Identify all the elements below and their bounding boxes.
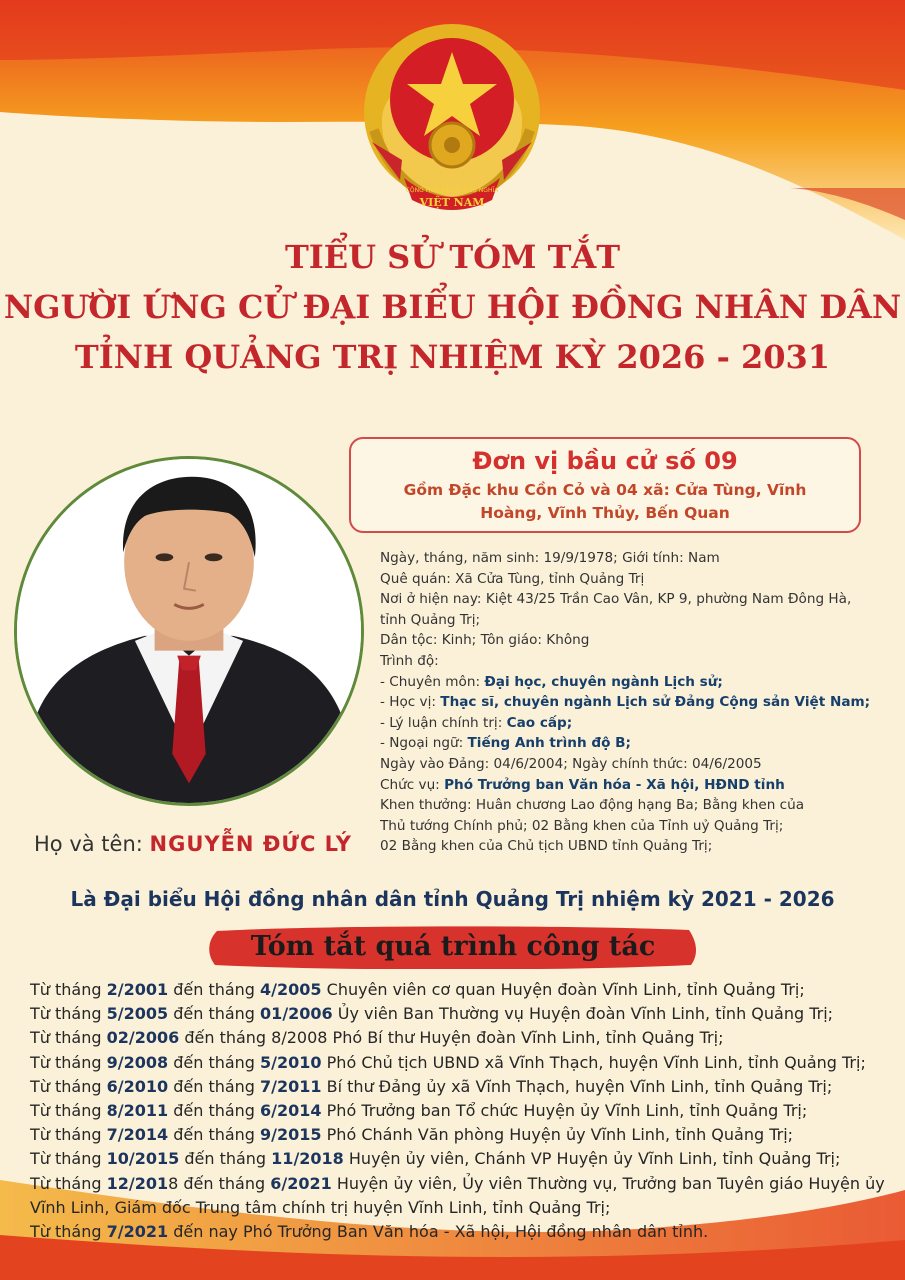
degree-value: Thạc sĩ, chuyên ngành Lịch sử Đảng Cộng sản Việt Nam; <box>440 694 871 711</box>
emblem-text-bottom: VIỆT NAM <box>419 196 485 209</box>
career-item: Từ tháng 7/2021 đến nay Phó Trưởng Ban Văn hóa - Xã hội, Hội đồng nhân dân tỉnh. <box>30 1222 709 1242</box>
name-label: Họ và tên: <box>34 832 143 856</box>
career-heading: Tóm tắt quá trình công tác <box>250 931 656 962</box>
degree-label: - Học vị: <box>380 694 441 711</box>
title-line-2: NGƯỜI ỨNG CỬ ĐẠI BIỂU HỘI ĐỒNG NHÂN DÂN <box>3 288 902 326</box>
info-education-label: Trình độ: <box>380 652 439 669</box>
info-language <box>380 733 900 754</box>
career-item: Từ tháng 8/2011 đến tháng 6/2014 Phó Trưởng ban Tổ chức Huyện ủy Vĩnh Linh, tỉnh Quảng Trị; <box>30 1101 808 1121</box>
info-degree <box>380 692 900 713</box>
info-awards-1: Khen thưởng: Huân chương Lao động hạng Ba; Bằng khen của <box>380 797 805 814</box>
politics-value: Cao cấp; <box>506 714 573 731</box>
career-item: Từ tháng 10/2015 đến tháng 11/2018 Huyện ủy viên, Chánh VP Huyện ủy Vĩnh Linh, tỉnh Quảng Trị; <box>30 1149 841 1169</box>
major-value: Đại học, chuyên ngành Lịch sử; <box>484 673 723 690</box>
major-label: - Chuyên môn: <box>380 673 485 690</box>
personal-info <box>380 548 900 857</box>
info-position <box>380 775 900 796</box>
politics-label: - Lý luận chính trị: <box>380 714 507 731</box>
current-role: Là Đại biểu Hội đồng nhân dân tỉnh Quảng Trị nhiệm kỳ 2021 - 2026 <box>70 887 835 911</box>
info-residence-2: tỉnh Quảng Trị; <box>380 611 481 628</box>
career-item: Từ tháng 6/2010 đến tháng 7/2011 Bí thư Đảng ủy xã Vĩnh Thạch, huyện Vĩnh Linh, tỉnh Quảng Trị; <box>30 1076 833 1096</box>
info-ethnicity: Dân tộc: Kinh; Tôn giáo: Không <box>380 632 590 649</box>
portrait-image <box>17 459 361 803</box>
info-party: Ngày vào Đảng: 04/6/2004; Ngày chính thức: 04/6/2005 <box>380 755 762 772</box>
info-awards-2: Thủ tướng Chính phủ; 02 Bằng khen của Tỉnh uỷ Quảng Trị; <box>380 817 784 834</box>
info-hometown: Quê quán: Xã Cửa Tùng, tỉnh Quảng Trị <box>380 570 645 587</box>
candidate-name-line <box>34 832 352 856</box>
career-item: Từ tháng 5/2005 đến tháng 01/2006 Ủy viên Ban Thường vụ Huyện đoàn Vĩnh Linh, tỉnh Quảng Trị; <box>30 1004 834 1024</box>
info-politics <box>380 713 900 734</box>
position-label: Chức vụ: <box>380 776 445 793</box>
career-item: Từ tháng 2/2001 đến tháng 4/2005 Chuyên viên cơ quan Huyện đoàn Vĩnh Linh, tỉnh Quảng Trị; <box>30 980 805 999</box>
electoral-unit-box <box>349 437 861 533</box>
emblem-text-top: CỘNG HÒA XÃ HỘI CHỦ NGHĨA <box>405 187 499 194</box>
candidate-name: NGUYỄN ĐỨC LÝ <box>149 832 352 856</box>
career-item: Từ tháng 9/2008 đến tháng 5/2010 Phó Chủ tịch UBND xã Vĩnh Thạch, huyện Vĩnh Linh, tỉnh Quảng Trị; <box>30 1052 866 1072</box>
career-list <box>30 978 900 1244</box>
career-item: Từ tháng 12/2018 đến tháng 6/2021 Huyện ủy viên, Ủy viên Thường vụ, Trưởng ban Tuyên giáo Huyện ủy Vĩnh Linh, Giám đốc Trung tâm chính trị huyện Vĩnh Linh, tỉnh Quảng Trị; <box>30 1173 885 1217</box>
language-label: - Ngoại ngữ: <box>380 735 468 752</box>
candidate-portrait <box>14 456 364 806</box>
national-emblem-icon <box>352 20 552 220</box>
title-line-3: TỈNH QUẢNG TRỊ NHIỆM KỲ 2026 - 2031 <box>74 338 831 376</box>
electoral-unit-title: Đơn vị bầu cử số 09 <box>472 447 738 475</box>
title-line-1: TIỂU SỬ TÓM TẮT <box>284 238 621 276</box>
info-awards-3: 02 Bằng khen của Chủ tịch UBND tỉnh Quảng Trị; <box>380 838 713 855</box>
language-value: Tiếng Anh trình độ B; <box>467 735 631 752</box>
career-item: Từ tháng 7/2014 đến tháng 9/2015 Phó Chánh Văn phòng Huyện ủy Vĩnh Linh, tỉnh Quảng Trị; <box>30 1125 794 1145</box>
info-residence-1: Nơi ở hiện nay: Kiệt 43/25 Trần Cao Vân, KP 9, phường Nam Đông Hà, <box>380 591 852 608</box>
position-value: Phó Trưởng ban Văn hóa - Xã hội, HĐND tỉnh <box>444 776 785 793</box>
electoral-unit-description: Gồm Đặc khu Cồn Cỏ và 04 xã: Cửa Tùng, Vĩnh Hoàng, Vĩnh Thủy, Bến Quan <box>403 481 807 522</box>
info-major <box>380 672 900 693</box>
career-item: Từ tháng 02/2006 đến tháng 8/2008 Phó Bí thư Huyện đoàn Vĩnh Linh, tỉnh Quảng Trị; <box>30 1028 724 1048</box>
info-birth: Ngày, tháng, năm sinh: 19/9/1978; Giới tính: Nam <box>380 550 720 566</box>
